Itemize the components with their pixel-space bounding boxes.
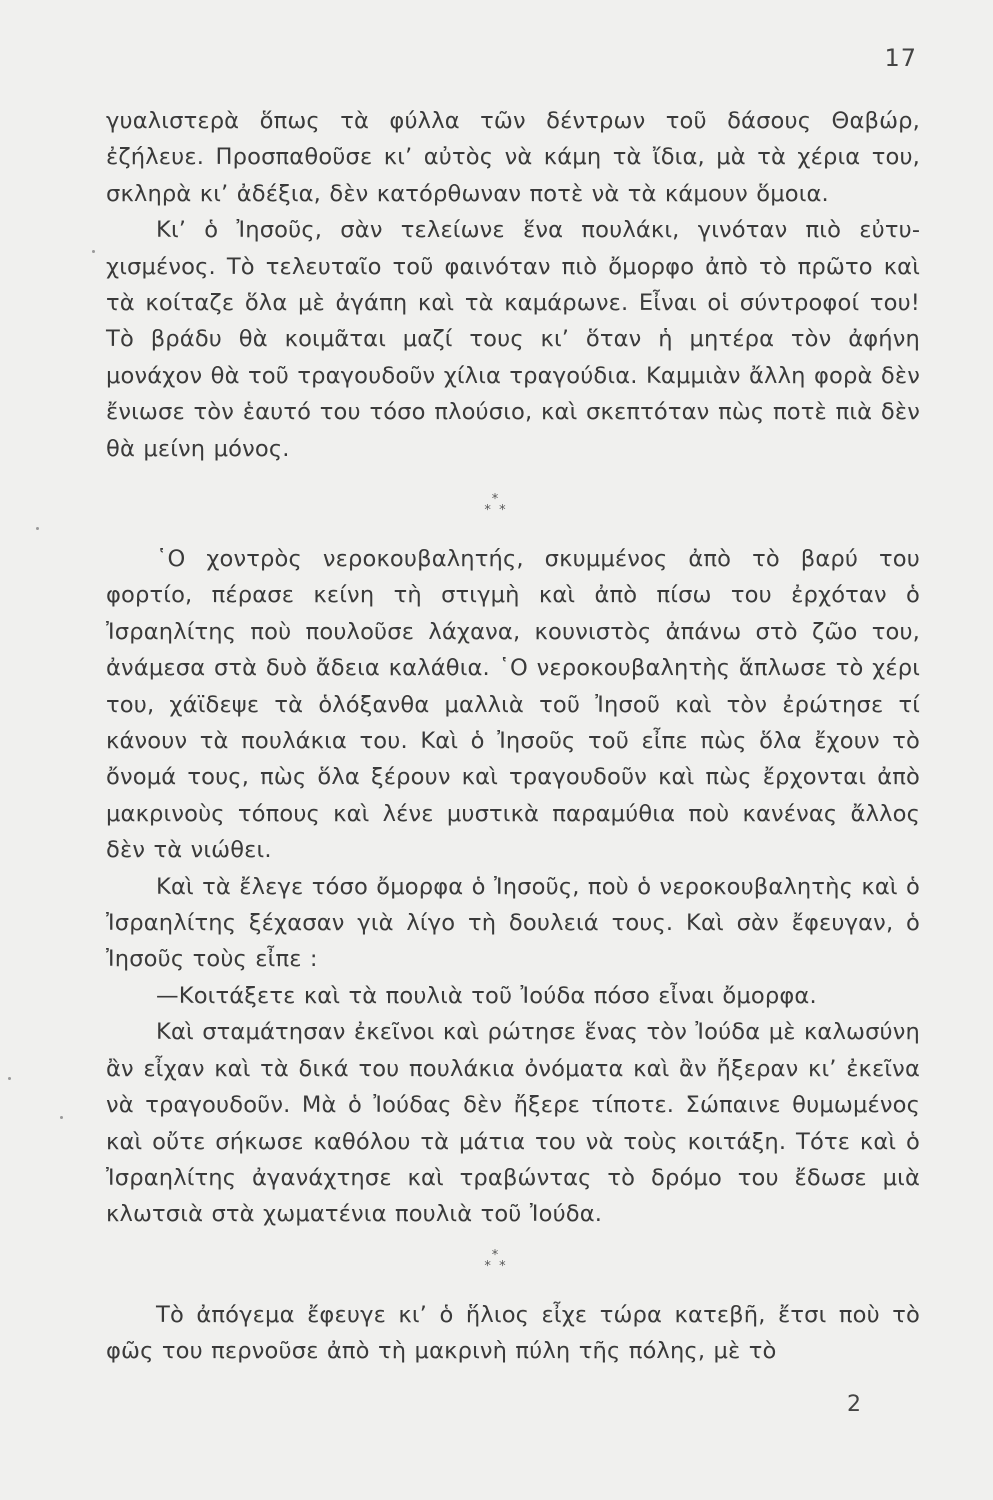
paragraph-7: Τὸ ἀπόγεμα ἔφευγε κι’ ὁ ἥλιος εἶχε τώρα κατεβῆ, ἔτσι ποὺ τὸ φῶς του περνοῦσε ἀπὸ τὴ μακρινὴ πύλη τῆς πόλης, μὲ τὸ: [106, 1302, 920, 1365]
paragraph-5-dialogue: —Κοιτάξετε καὶ τὰ πουλιὰ τοῦ Ἰούδα πόσο εἶναι ὄμορφα.: [156, 982, 817, 1009]
paper-speck: [60, 1116, 63, 1119]
section-separator-1: * * *: [484, 492, 506, 518]
paragraph-6: Καὶ σταμάτησαν ἐκεῖνοι καὶ ρώτησε ἕνας τὸν Ἰούδα μὲ καλωσύνη ἂν εἶχαν καὶ τὰ δικά του πουλάκια ὀνόματα καὶ ἂν ἤξεραν κι’ ἐκεῖνα νὰ τραγουδοῦν. Μὰ ὁ Ἰούδας δὲν ἤξερε τίποτε. Σώπαινε θυμωμένος καὶ οὔτε σήκωσε καθόλου τὰ μάτια του νὰ τοὺς κοιτάξη. Τότε καὶ ὁ Ἰσραηλίτης ἀγανάχτησε καὶ τραβώντας τὸ δρόμο του ἔδωσε μιὰ κλωτσιὰ στὰ χωματένια πουλιὰ τοῦ Ἰούδα.: [106, 1019, 920, 1228]
paragraph-1: γυαλιστερὰ ὅπως τὰ φύλλα τῶν δέντρων τοῦ δάσους Θαβώρ, ἐζήλευε. Προσπαθοῦσε κι’ αὐτὸς νὰ κάμη τὰ ἴδια, μὰ τὰ χέρια του, σκληρὰ κι’ ἀδέξια, δὲν κατόρθωναν ποτὲ νὰ τὰ κάμουν ὅμοια.: [106, 108, 920, 207]
paragraph-2: Κι’ ὁ Ἰησοῦς, σὰν τελείωνε ἕνα πουλάκι, γινόταν πιὸ εὐτυχισμένος. Τὸ τελευταῖο τοῦ φαινόταν πιὸ ὄμορφο ἀπὸ τὸ πρῶτο καὶ τὰ κοίταζε ὅλα μὲ ἀγάπη καὶ τὰ καμάρωνε. Εἶναι οἱ σύντροφοί του! Τὸ βράδυ θὰ κοιμᾶται μαζί τους κι’ ὅταν ἡ μητέρα τὸν ἀφήνη μονάχον θὰ τοῦ τραγουδοῦν χίλια τραγούδια. Καμμιὰν ἄλλη φορὰ δὲν ἔνιωσε τὸν ἑαυτό του τόσο πλούσιο, καὶ σκεπτόταν πὼς ποτὲ πιὰ δὲν θὰ μείνη μόνος.: [106, 217, 920, 462]
paper-speck: [92, 250, 95, 253]
section-3: [106, 1297, 920, 1370]
paragraph-3: ῾Ο χοντρὸς νεροκουβαλητής, σκυμμένος ἀπὸ τὸ βαρύ του φορτίο, πέρασε κείνη τὴ στιγμὴ καὶ ἀπὸ πίσω του ἐρχόταν ὁ Ἰσραηλίτης ποὺ πουλοῦσε λάχανα, κουνιστὸς ἀπάνω στὸ ζῶο του, ἀνάμεσα στὰ δυὸ ἄδεια καλάθια. ῾Ο νεροκουβαλητὴς ἅπλωσε τὸ χέρι του, χάϊδεψε τὰ ὁλόξανθα μαλλιὰ τοῦ Ἰησοῦ καὶ τὸν ἐρώτησε τί κάνουν τὰ πουλάκια του. Καὶ ὁ Ἰησοῦς τοῦ εἶπε πὼς ὅλα ἔχουν τὸ ὄνομά τους, πὼς ὅλα ξέρουν καὶ τραγουδοῦν καὶ πὼς ἔρχονται ἀπὸ μακρινοὺς τόπους καὶ λένε μυστικὰ παραμύθια ποὺ κανένας ἄλλος δὲν τὰ νιώθει.: [106, 546, 920, 864]
section-separator-2: * * *: [484, 1248, 506, 1274]
paper-speck: [36, 527, 39, 530]
paper-speck: [8, 1077, 11, 1080]
paragraph-4: Καὶ τὰ ἔλεγε τόσο ὄμορφα ὁ Ἰησοῦς, ποὺ ὁ νεροκουβαλητὴς καὶ ὁ Ἰσραηλίτης ξέχασαν γιὰ λίγο τὴ δουλειά τους. Καὶ σὰν ἔφευγαν, ὁ Ἰησοῦς τοὺς εἶπε :: [106, 873, 920, 973]
section-1: [106, 103, 920, 467]
page-number: 17: [884, 44, 917, 72]
signature-mark: 2: [847, 1392, 861, 1417]
section-2: [106, 541, 920, 1233]
